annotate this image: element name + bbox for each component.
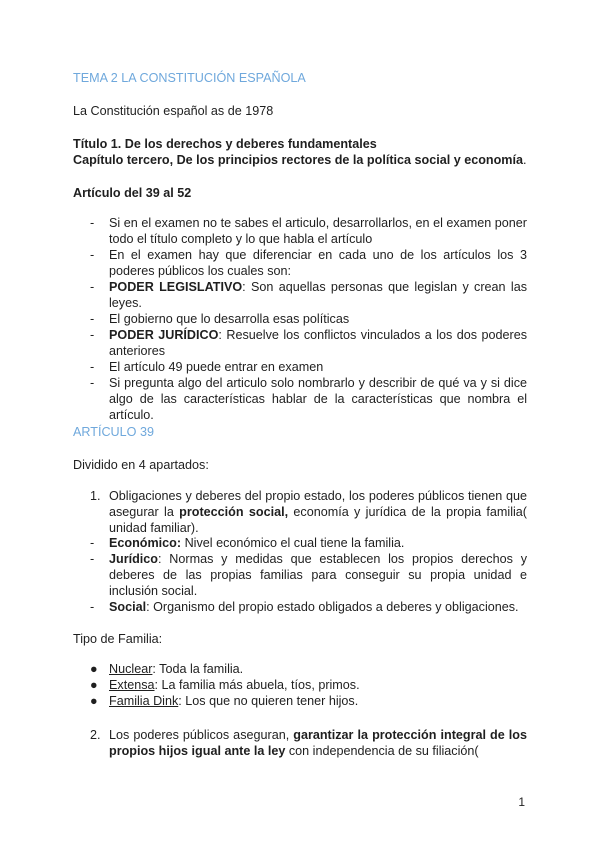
- topic-heading: TEMA 2 LA CONSTITUCIÓN ESPAÑOLA: [73, 71, 306, 85]
- list-item: - El artículo 49 puede entrar en examen: [90, 360, 324, 374]
- dividido-text: Dividido en 4 apartados:: [73, 458, 209, 472]
- numbered-item: 1. Obligaciones y deberes del propio estado, los poderes públicos tienen que asegurar la protección social, economía y jurídica de la propia familia( unidad familiar).: [90, 489, 527, 535]
- list-item: ● Extensa: La familia más abuela, tíos, primos.: [90, 678, 360, 692]
- list-item: ● Familia Dink: Los que no quieren tener hijos.: [90, 694, 359, 708]
- sub-bullets: [90, 535, 527, 615]
- apartado-1: [90, 488, 527, 536]
- capitulo-line: [73, 153, 527, 167]
- list-item: - Si en el examen no te sabes el articulo, desarrollarlos, en el examen poner todo el título completo y lo que habla el artículo: [90, 216, 527, 246]
- page-number: 1: [518, 795, 525, 809]
- notes-list: [90, 215, 527, 423]
- capitulo-end: .: [523, 153, 527, 167]
- list-item: ● Nuclear: Toda la familia.: [90, 662, 244, 676]
- capitulo-text: Capítulo tercero, De los principios rectores de la política social y economía: [73, 153, 524, 167]
- article-heading: ARTÍCULO 39: [73, 425, 154, 439]
- list-item: - PODER JURÍDICO: Resuelve los conflictos vinculados a los dos poderes anteriores: [90, 328, 528, 358]
- list-item: - En el examen hay que diferenciar en cada uno de los artículos los 3 poderes públicos los cuales son:: [90, 248, 527, 278]
- list-item: - Social: Organismo del propio estado obligados a deberes y obligaciones.: [90, 600, 519, 614]
- list-item: - Jurídico: Normas y medidas que establecen los propios derechos y deberes de las propias familias para conseguir su propia unidad e inclusión social.: [90, 552, 527, 598]
- numbered-item: 2. Los poderes públicos aseguran, garantizar la protección integral de los propios hijos igual ante la ley con independencia de su filiación(: [90, 728, 527, 758]
- list-item: - Económico: Nivel económico el cual tiene la familia.: [90, 536, 405, 550]
- family-types-list: [90, 661, 527, 709]
- articulo-range: Artículo del 39 al 52: [73, 186, 192, 200]
- apartado-2: [90, 727, 527, 759]
- titulo-line: Título 1. De los derechos y deberes fundamentales: [73, 137, 377, 151]
- intro-text: La Constitución español as de 1978: [73, 104, 274, 118]
- list-item: - Si pregunta algo del articulo solo nombrarlo y describir de qué va y si dice algo de las características hablar de la características que nombra el artículo.: [90, 376, 527, 422]
- list-item: - El gobierno que lo desarrolla esas políticas: [90, 312, 350, 326]
- list-item: - PODER LEGISLATIVO: Son aquellas personas que legislan y crean las leyes.: [90, 280, 527, 310]
- tipo-familia-label: Tipo de Familia:: [73, 632, 163, 646]
